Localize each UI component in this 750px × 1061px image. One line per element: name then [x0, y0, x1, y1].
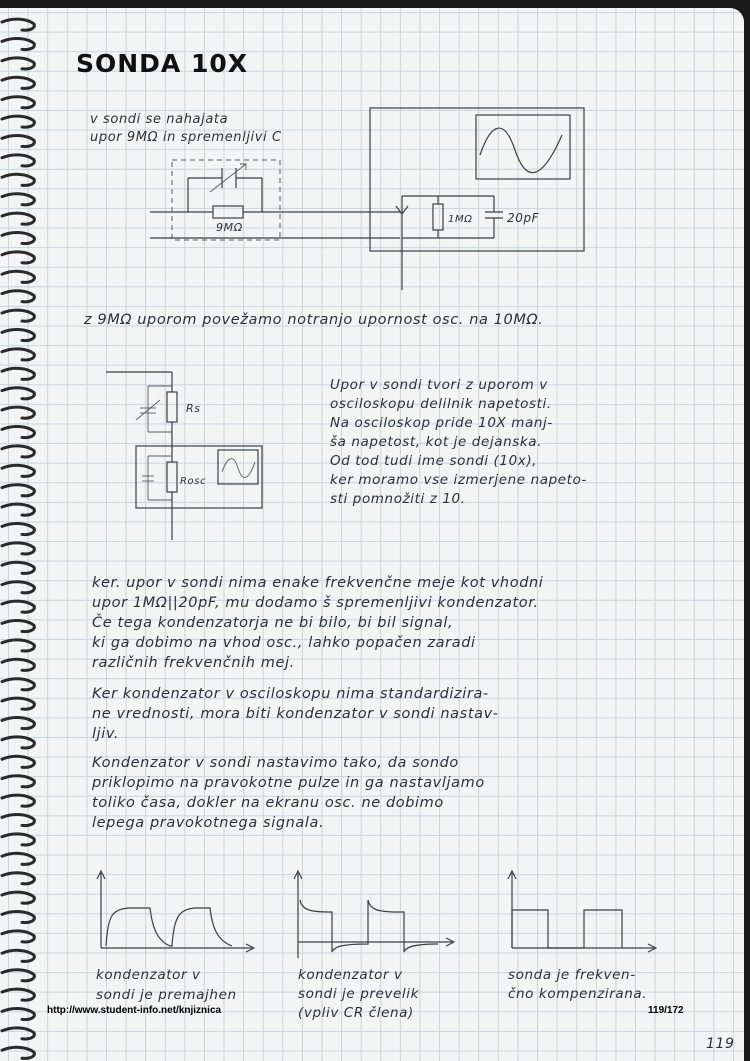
- intro-line-2: upor 9MΩ in spremenljivi C: [90, 130, 282, 145]
- rs-resistor-icon: [167, 392, 177, 422]
- paragraph-line: priklopimo na pravokotne pulze in ga nastavljamo: [92, 775, 485, 791]
- divider-circuit-diagram: [106, 372, 262, 540]
- probe-resistor-label: 9MΩ: [216, 221, 243, 234]
- osc-resistor-icon: [433, 204, 443, 230]
- caption-overcompensated-line-3: (vpliv CR člena): [298, 1005, 414, 1021]
- osc-capacitor-label: 20pF: [507, 211, 540, 225]
- waveform-compensated: [508, 871, 656, 952]
- divider-line: ker moramo vse izmerjene napeto-: [330, 472, 587, 488]
- paragraph-line: Če tega kondenzatorja ne bi bilo, bi bil signal,: [92, 615, 454, 631]
- paragraph-line: toliko časa, dokler na ekranu osc. ne dobimo: [92, 795, 444, 811]
- rs-label: Rs: [186, 402, 201, 415]
- square-pulse-wave: [512, 910, 622, 948]
- intro-line-1: v sondi se nahajata: [90, 112, 229, 127]
- footer-page-count: 119/172: [648, 1005, 684, 1016]
- divider-line: Upor v sondi tvori z uporom v: [330, 377, 548, 393]
- caption-compensated-line-1: sonda je frekven-: [508, 967, 636, 983]
- divider-line: Na osciloskop pride 10X manj-: [330, 415, 553, 431]
- paragraph-line: Ker kondenzator v osciloskopu nima standardizira-: [92, 686, 489, 702]
- caption-undercompensated-line-2: sondi je premajhen: [96, 987, 237, 1003]
- page-title: SONDA 10X: [76, 49, 249, 78]
- rosc-resistor-icon: [167, 462, 177, 492]
- waveform-undercompensated: [97, 871, 254, 952]
- sine-wave-icon: [480, 128, 562, 173]
- paragraph-line: ljiv.: [92, 726, 120, 742]
- rosc-label: Rosc: [180, 476, 207, 487]
- waveform-overcompensated: [294, 871, 454, 958]
- caption-compensated-line-2: čno kompenzirana.: [508, 986, 648, 1002]
- paragraph-line: ne vrednosti, mora biti kondenzator v sondi nastav-: [92, 706, 499, 722]
- paragraph-line: različnih frekvenčnih mej.: [92, 655, 295, 671]
- paragraph-adjustment: [91, 755, 485, 831]
- osc-resistor-label: 1MΩ: [448, 214, 473, 225]
- divider-paragraph: [330, 377, 587, 507]
- probe-resistor-icon: [213, 206, 243, 218]
- caption-overcompensated-line-1: kondenzator v: [298, 967, 403, 983]
- caption-overcompensated-line-2: sondi je prevelik: [298, 986, 420, 1002]
- paragraph-line: upor 1MΩ||20pF, mu dodamo š spremenljivi kondenzator.: [92, 595, 539, 611]
- paragraph-line: Kondenzator v sondi nastavimo tako, da sondo: [92, 755, 459, 771]
- caption-undercompensated-line-1: kondenzator v: [96, 967, 201, 983]
- footer-url[interactable]: http://www.student-info.net/knjiznica: [47, 1005, 222, 1016]
- divider-line: osciloskopu delilnik napetosti.: [330, 396, 552, 412]
- paragraph-standard-values: [92, 686, 499, 742]
- paragraph-line: ki ga dobimo na vhod osc., lahko popačen zaradi: [92, 635, 476, 651]
- rounded-pulse-wave: [106, 908, 232, 946]
- divider-line: sti pomnožiti z 10.: [330, 491, 466, 507]
- statement-line: z 9MΩ uporom povežamo notranjo upornost osc. na 10MΩ.: [84, 312, 544, 328]
- divider-line: ša napetost, kot je dejanska.: [330, 434, 543, 450]
- overshoot-pulse-wave: [300, 900, 438, 952]
- handwritten-page-number: 119: [706, 1036, 735, 1052]
- paragraph-line: ker. upor v sondi nima enake frekvenčne meje kot vhodni: [92, 575, 544, 591]
- divider-line: Od tod tudi ime sondi (10x),: [330, 453, 538, 469]
- paragraph-frequency-limits: [92, 575, 543, 671]
- paragraph-line: lepega pravokotnega signala.: [92, 815, 325, 831]
- sine-wave-icon-2: [222, 459, 255, 478]
